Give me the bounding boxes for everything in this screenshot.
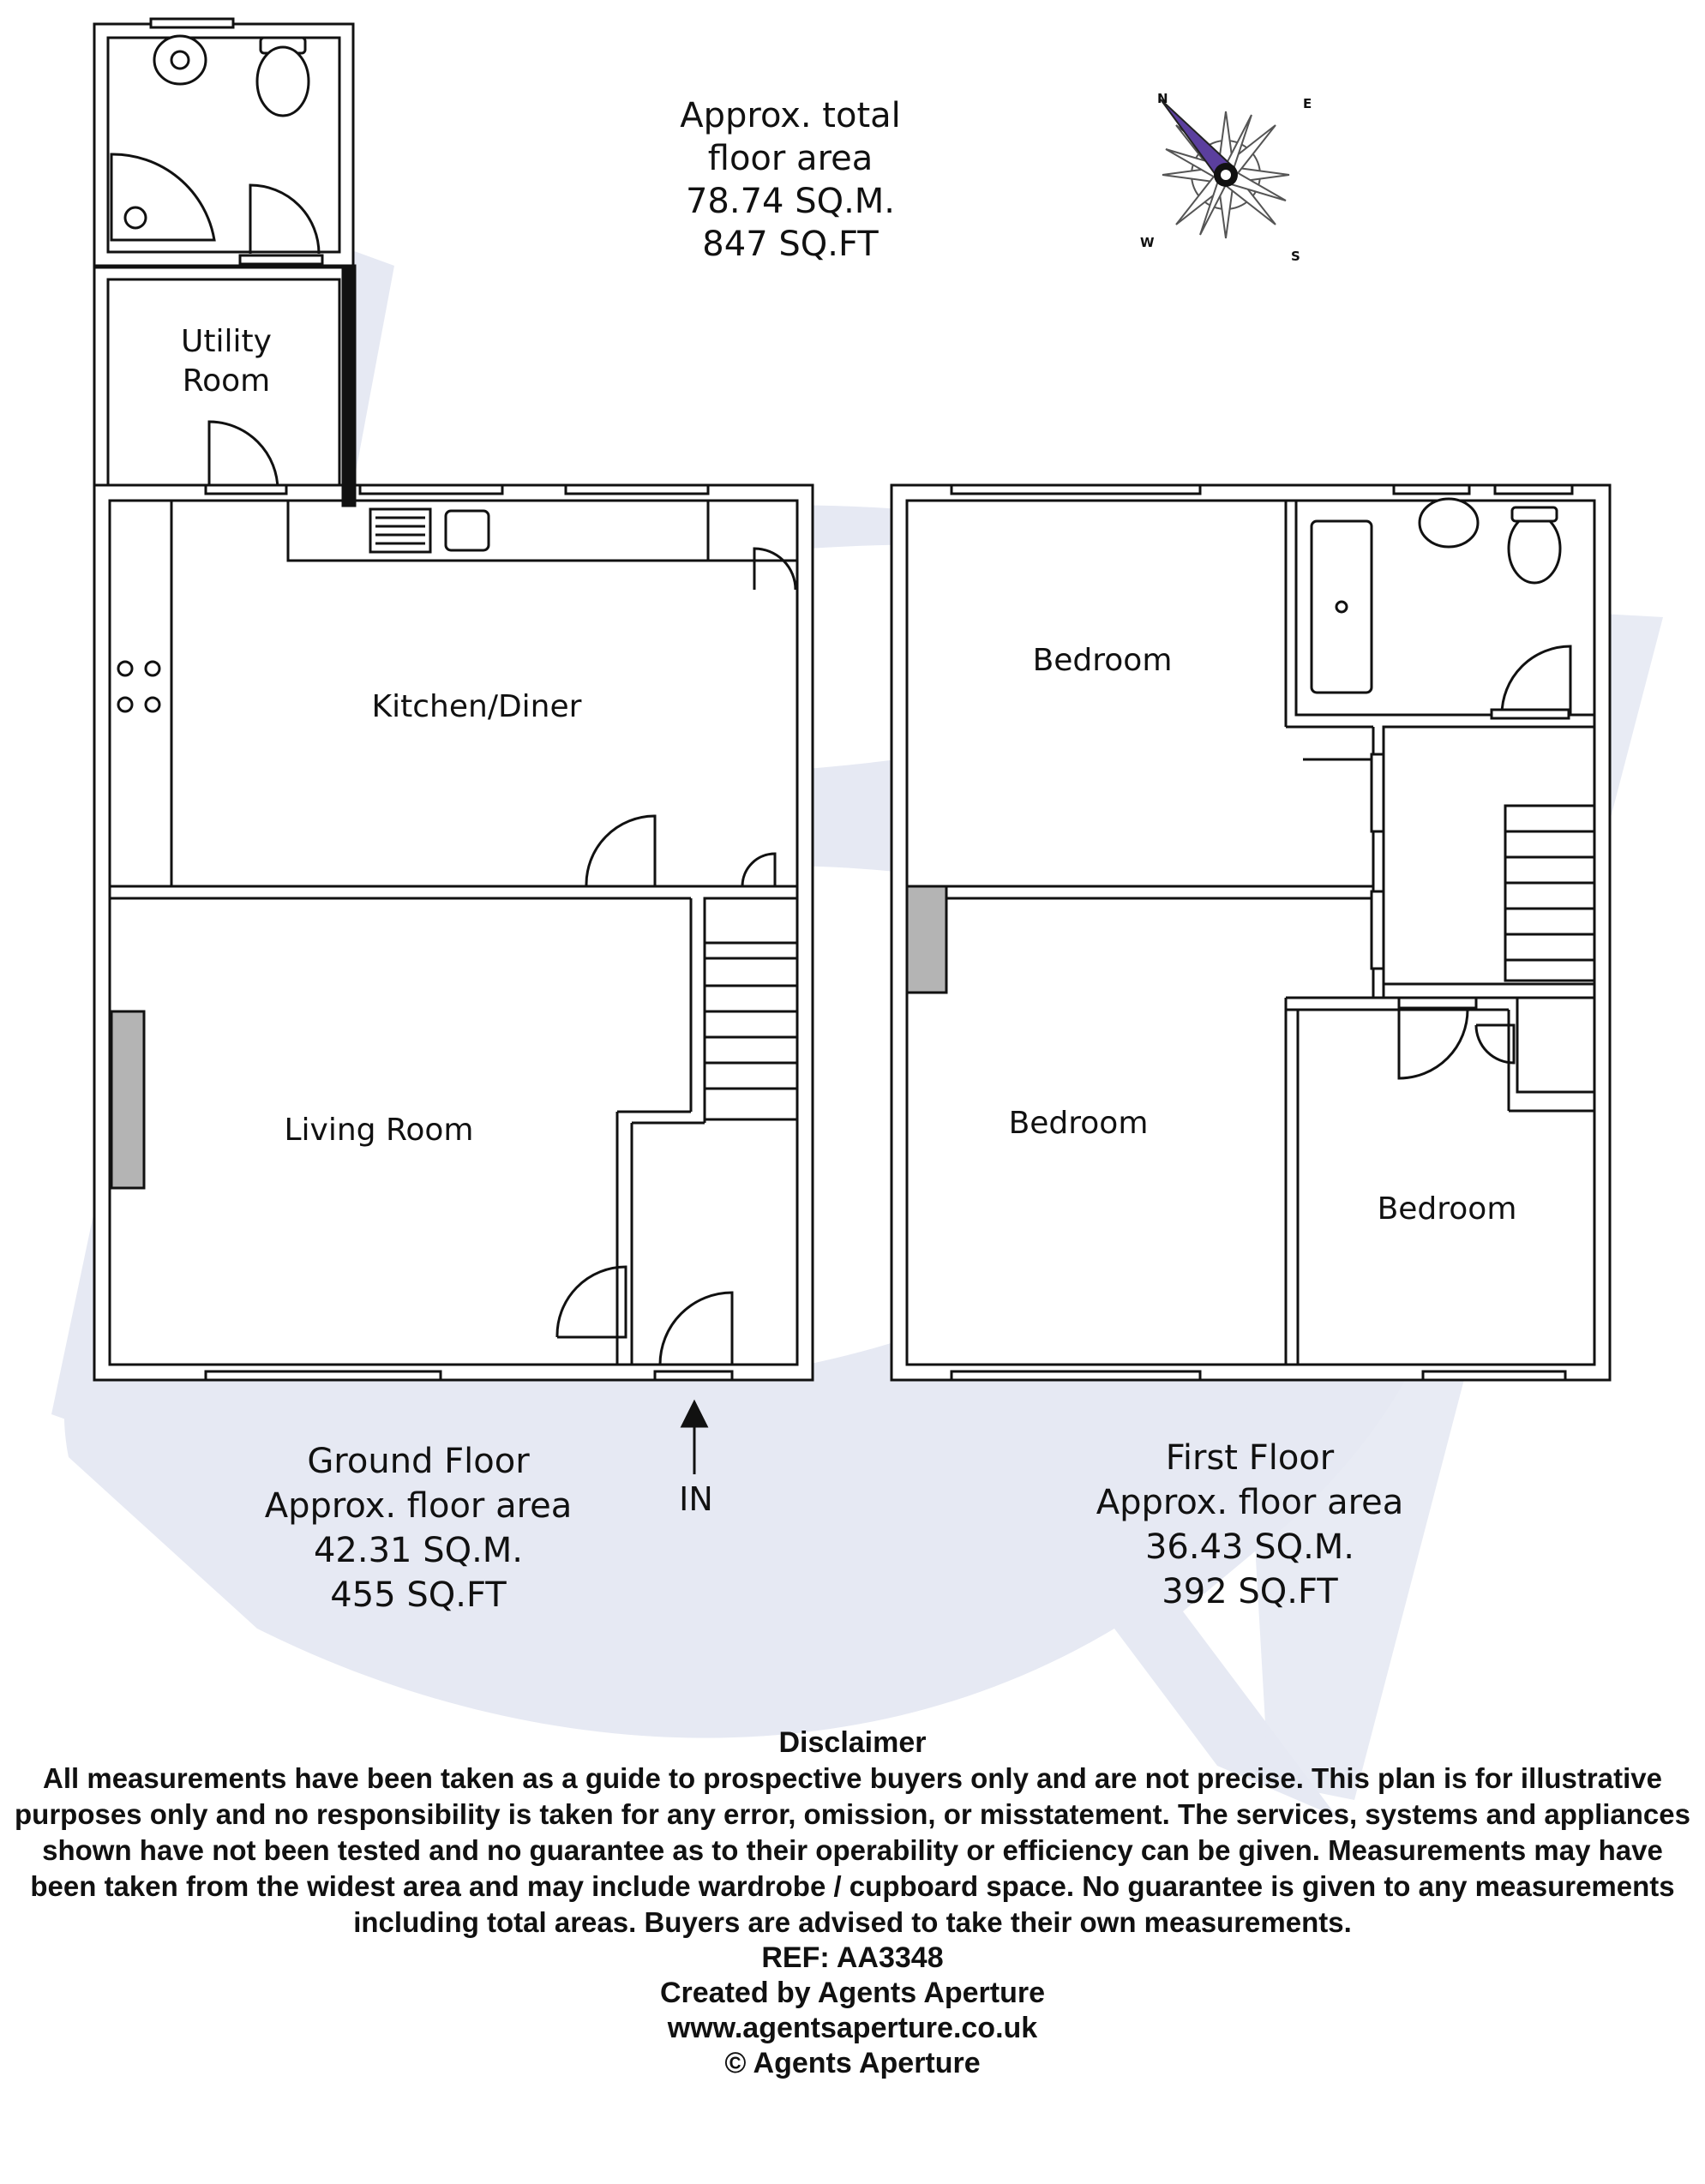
disclaimer-block [9, 1725, 1696, 2081]
utility-room-label-1: Utility [181, 324, 272, 359]
ground-floor-sqm: 42.31 SQ.M. [313, 1531, 524, 1570]
compass-e-label: E [1303, 96, 1312, 111]
bedroom-3-label: Bedroom [1377, 1191, 1517, 1227]
first-floor-title: First Floor [1165, 1438, 1335, 1478]
summary-sqft: 847 SQ.FT [702, 225, 879, 264]
disclaimer-title: Disclaimer [778, 1726, 927, 1759]
disclaimer-copyright: © Agents Aperture [724, 2047, 981, 2079]
bedroom-2-label: Bedroom [1008, 1106, 1149, 1141]
summary-text [680, 96, 901, 264]
ground-floor-sqft: 455 SQ.FT [330, 1575, 507, 1615]
ground-floor-area-label: Approx. floor area [264, 1486, 573, 1526]
utility-room-label-2: Room [182, 363, 271, 399]
first-floor-sqft: 392 SQ.FT [1162, 1572, 1338, 1611]
disclaimer-ref: REF: AA3348 [761, 1941, 944, 1974]
compass-w-label: W [1140, 235, 1155, 250]
compass-s-label: S [1291, 249, 1300, 264]
compass-rose [1140, 91, 1312, 264]
summary-line-1: Approx. total [680, 96, 901, 135]
first-floor-sqm: 36.43 SQ.M. [1144, 1527, 1355, 1567]
living-room-label: Living Room [284, 1113, 474, 1148]
disclaimer-created-by: Created by Agents Aperture [659, 1977, 1046, 2009]
summary-sqm: 78.74 SQ.M. [685, 182, 896, 221]
disclaimer-body: All measurements have been taken as a guide to prospective buyers only and are not precise. This plan is for illustrative purposes only and no responsibility is taken for any error, omission, or misstatement. The services, systems and appliances shown have not been tested and no guarantee as to their operability or efficiency can be given. Measurements may have been taken from the widest area and may include wardrobe / cupboard space. No guarantee is given to any measurements including total areas. Buyers are advised to take their own measurements. [15, 1762, 1690, 1938]
disclaimer-website[interactable]: www.agentsaperture.co.uk [667, 2012, 1038, 2044]
first-floor-plan [892, 485, 1610, 1380]
summary-line-2: floor area [707, 139, 874, 178]
entrance-label: IN [679, 1480, 713, 1518]
ground-floor-title: Ground Floor [307, 1442, 530, 1481]
bedroom-1-label: Bedroom [1032, 643, 1173, 678]
first-floor-area-label: Approx. floor area [1096, 1483, 1404, 1522]
kitchen-diner-label: Kitchen/Diner [371, 689, 582, 724]
compass-n-label: N [1157, 91, 1168, 106]
